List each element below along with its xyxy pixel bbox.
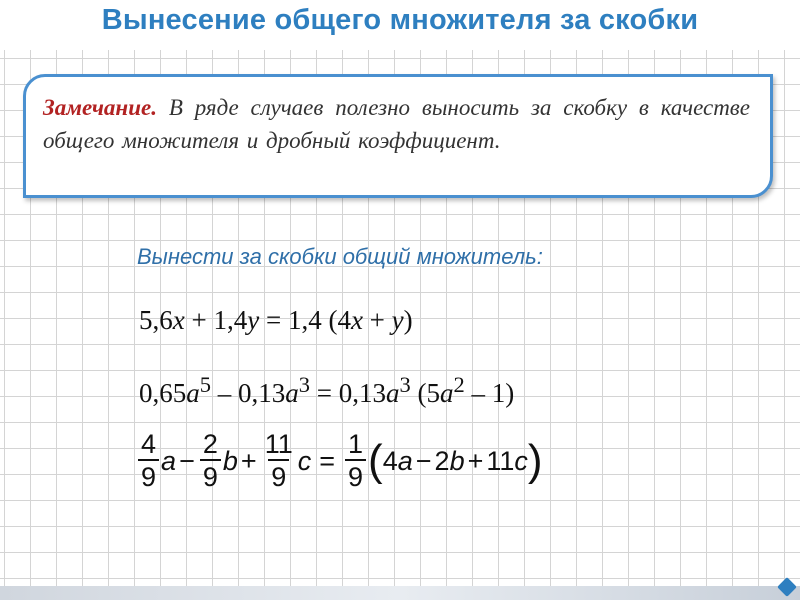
eq2-var-a1: a <box>186 378 200 408</box>
bottom-decor-strip <box>0 586 800 600</box>
eq2-common-var: a <box>385 378 400 408</box>
eq1-var-x: x <box>172 305 185 335</box>
eq2-minus: – <box>211 378 238 408</box>
eq3-common-numerator: 1 <box>348 429 364 459</box>
eq1-coef-1: 5,6 <box>139 305 173 335</box>
eq3-inner-coef-1: 4 <box>382 445 398 476</box>
task-instruction: Вынести за скобки общий множитель: <box>137 244 543 269</box>
eq3-frac2-numerator: 2 <box>202 429 218 459</box>
eq3-open-paren: ( <box>368 436 383 485</box>
eq3-inner-var-c: c <box>514 445 528 476</box>
eq3-frac3-numerator: 11 <box>264 429 293 459</box>
eq3-frac3-denominator: 9 <box>268 459 289 493</box>
eq2-coef-2: 0,13 <box>238 378 286 408</box>
eq3-var-b: b <box>222 445 238 476</box>
eq3-fraction-1 <box>138 429 159 493</box>
eq2-inner-power: 2 <box>453 372 465 397</box>
eq3-inner-var-b: b <box>449 445 465 476</box>
eq1-inner-coef: 4 <box>337 305 351 335</box>
eq3-fraction-2 <box>200 429 221 493</box>
eq3-inner-minus: − <box>415 445 432 476</box>
eq1-inner-plus: + <box>362 305 392 335</box>
eq1-coef-2: 1,4 <box>213 305 248 335</box>
equation-1 <box>139 305 413 336</box>
eq1-close-paren: ) <box>403 305 413 335</box>
eq3-plus: + <box>240 445 257 476</box>
eq3-inner-plus: + <box>467 445 484 476</box>
note-text <box>43 91 750 157</box>
eq1-plus: + <box>184 305 214 335</box>
eq2-power-2: 3 <box>298 372 310 397</box>
eq2-inner-minus: – <box>464 378 492 408</box>
eq2-power-1: 5 <box>199 372 211 397</box>
eq3-var-c: c <box>297 445 312 476</box>
equation-2 <box>139 372 514 409</box>
eq1-var-y: y <box>247 305 260 335</box>
eq2-coef-1: 0,65 <box>139 378 187 408</box>
eq3-frac1-denominator: 9 <box>138 459 159 493</box>
eq2-close-paren: ) <box>505 378 515 408</box>
eq3-minus: − <box>179 445 195 476</box>
eq3-frac1-numerator: 4 <box>141 429 157 459</box>
eq2-inner-const: 1 <box>491 378 506 408</box>
eq3-fraction-common <box>345 429 366 493</box>
slide-title: Вынесение общего множителя за скобки <box>101 4 699 36</box>
eq2-inner-var: a <box>439 378 454 408</box>
eq1-equals: = <box>259 305 288 335</box>
note-box <box>23 74 773 198</box>
eq3-fraction-3 <box>262 429 296 493</box>
eq3-var-a: a <box>161 445 177 476</box>
note-label: Замечание. <box>43 95 157 120</box>
equation-3 <box>136 425 543 497</box>
eq2-var-a2: a <box>285 378 299 408</box>
eq3-inner-coef-3: 11 <box>486 445 515 476</box>
eq2-common-coef: 0,13 <box>338 378 386 408</box>
note-body: В ряде случаев полезно выносить за скобку в качестве общего множителя и дробный коэффициент. <box>43 95 750 153</box>
eq1-inner-var-y: y <box>391 305 404 335</box>
eq1-inner-var-x: x <box>350 305 363 335</box>
eq1-open-paren: ( <box>321 305 338 335</box>
eq2-common-power: 3 <box>399 372 411 397</box>
eq3-inner-coef-2: 2 <box>434 445 450 476</box>
eq3-close-paren: ) <box>527 436 543 485</box>
eq3-frac2-denominator: 9 <box>200 459 221 493</box>
eq2-inner-coef: 5 <box>426 378 440 408</box>
eq2-equals: = <box>310 378 339 408</box>
eq3-common-denominator: 9 <box>345 459 366 493</box>
eq3-inner-var-a: a <box>397 445 413 476</box>
eq1-common-factor: 1,4 <box>287 305 322 335</box>
eq3-equals: = <box>319 445 335 476</box>
eq2-open-paren: ( <box>410 378 427 408</box>
